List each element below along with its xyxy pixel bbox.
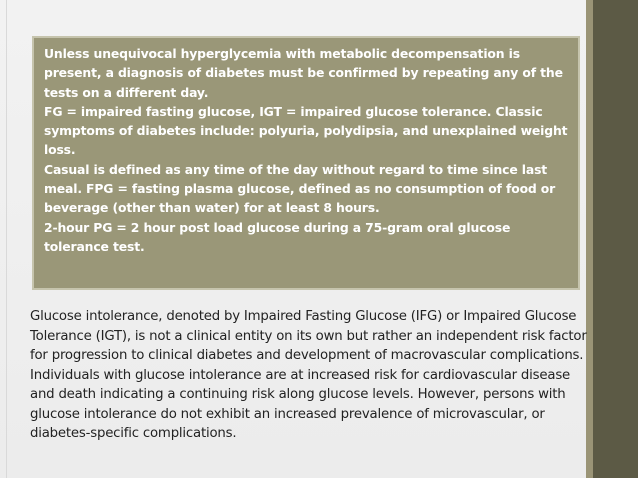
body-paragraph: Glucose intolerance, denoted by Impaired Fasting Glucose (IFG) or Impaired Glucose Tolerance (IGT), is not a clinical entity on its own but rather an independent risk factor for progression to clinical diabetes and development of macrovascular complications. Individuals with glucose intolerance are at increased risk for cardiovascular disease and death indicating a continuing risk along glucose levels. However, persons with glucose intolerance do not exhibit an increased prevalence of microvascular, or diabetes-specific complications.	[30, 309, 587, 441]
side-bar-dark	[593, 0, 638, 478]
left-divider-line	[6, 0, 7, 478]
note-box	[32, 36, 580, 290]
note-text: Unless unequivocal hyperglycemia with metabolic decompensation is present, a diagnosis of diabetes must be confirmed by repeating any of the tests on a different day. FG = impaired fasting glucose, IGT = impaired glucose tolerance. Classic symptoms of diabetes include: polyuria, polydipsia, and unexplained weight loss. Casual is defined as any time of the day without regard to time since last meal. FPG = fasting plasma glucose, defined as no consumption of food or beverage (other than water) for at least 8 hours. 2-hour PG = 2 hour post load glucose during a 75-gram oral glucose tolerance test.	[44, 46, 568, 254]
